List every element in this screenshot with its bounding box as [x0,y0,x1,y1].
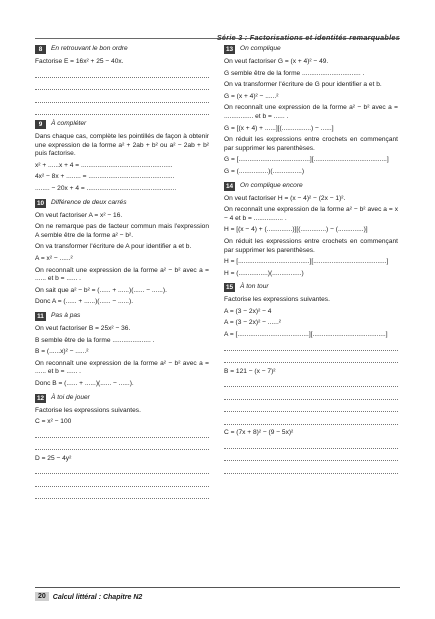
fill-in-line: ........ − 20x + 4 = ................................................. [35,185,177,193]
instruction: Dans chaque cas, complète les pointillés de façon à obtenir une expression de la forme a² + 2ab + b² ou a² − 2ab + b² puis factorise. [35,133,209,158]
answer-line [35,95,209,103]
exercise-title: On complique encore [240,181,303,189]
statement: On réduit les expressions entre crochets en commençant par supprimer les parenthèses. [224,136,398,152]
fill-in-line: G = (x + 4)² − ......² [224,92,279,100]
answer-line [35,479,209,487]
expression: A = (3 − 2x)² − 4 [224,307,272,315]
expression: C = (7x + 8)² − (9 − 5x)² [224,429,294,437]
exercise-11 [35,312,209,389]
fill-in-line: On sait que a² − b² = (...... + ......)(...... − ......). [35,286,167,294]
statement: On reconnaît une expression de la forme a² − b² avec a = ................ et b = ...... . [224,104,398,120]
answer-line [224,404,398,412]
exercise-14 [224,182,398,279]
statement: On veut factoriser G = (x + 4)² − 49. [224,58,329,65]
expression: D = 25 − 4y² [35,454,72,462]
exercise-title: À compléter [51,120,87,128]
statement: On veut factoriser B = 25x² − 36. [35,325,131,332]
exercise-title: À ton tour [240,283,269,291]
exercise-number: 11 [35,312,46,321]
page-number: 20 [35,592,49,601]
exercise-number: 14 [225,182,234,190]
instruction: Factorise les expressions suivantes. [224,296,330,304]
fill-in-line: A = (3 − 2x)² − ......² [224,319,281,327]
answer-line [35,466,209,474]
fill-in-line: Donc A = (...... + ......)(...... − ......). [35,298,134,306]
answer-line [224,343,398,351]
statement: Factorise E = 16x² + 25 − 40x. [35,58,124,65]
statement: On reconnaît une expression de la forme a² − b² avec a = ...... et b = ...... . [35,359,209,376]
exercise-title: À toi de jouer [51,393,90,401]
answer-line [35,70,209,78]
statement: On ne remarque pas de facteur commun mais l'expression A semble être de la forme a² − b². [35,223,209,239]
exercise-number: 10 [36,199,45,207]
fill-in-line: H = [.......................................][........................................] [224,258,389,266]
statement: On reconnaît une expression de la forme a² − b² avec a = ...... et b = ...... . [35,266,209,283]
answer-line [224,379,398,387]
answer-line [35,491,209,499]
exercise-title: Pas à pas [51,312,81,320]
exercise-12 [35,394,209,500]
statement: On veut factoriser A = x² − 16. [35,211,123,219]
exercise-8 [35,45,209,115]
exercise-13 [224,45,398,177]
fill-in-line: H = [(x − 4) + (..............)][(..............) − (..............)] [224,226,368,234]
header-title: Série 3 : Factorisations et identités remarquables [216,33,400,42]
exercise-number: 8 [35,45,46,54]
statement: On va transformer l'écriture de A pour identifier a et b. [35,243,192,251]
exercise-number: 12 [36,394,45,402]
statement: On reconnaît une expression de la forme a² − b² avec a = x − 4 et b = ................ . [224,206,398,222]
answer-line [35,82,209,90]
answer-line [224,392,398,400]
answer-line [224,417,398,425]
footer-title: Calcul littéral : Chapitre N2 [52,594,143,601]
answer-line [224,355,398,363]
left-column [35,45,209,504]
statement: On réduit les expressions entre crochets en commençant par supprimer les parenthèses. [224,237,398,254]
answer-line [35,430,209,438]
exercise-title: On complique [240,45,281,53]
fill-in-line: B semble être de la forme ..................... . [35,336,155,344]
exercise-number: 9 [35,120,46,129]
instruction: Factorise les expressions suivantes. [35,406,141,414]
expression: C = x² − 100 [35,418,72,426]
answer-line [224,453,398,461]
fill-in-line: 4x² − 8x + ........ = ............................................... [35,173,175,181]
exercise-10 [35,199,209,307]
fill-in-line: A = [.......................................][........................................] [224,331,388,339]
fill-in-line: B = (......x)² − ......² [35,348,89,356]
answer-line [35,442,209,450]
fill-in-line: G semble être de la forme ................................ . [224,69,365,77]
fill-in-line: G = [.......................................][........................................] [224,156,389,164]
answer-line [35,107,209,115]
fill-in-line: G = (................)(................) [224,167,305,175]
answer-line [224,441,398,449]
exercise-15 [224,283,398,474]
fill-in-line: H = (................)(................) [224,269,304,277]
exercise-title: En retrouvant le bon ordre [51,45,128,53]
fill-in-line: Donc B = (...... + ......)(...... − ......). [35,379,134,387]
exercise-title: Différence de deux carrés [51,198,127,206]
statement: On va transformer l'écriture de G pour identifier a et b. [224,81,382,89]
page-header [35,27,400,42]
exercise-number: 15 [225,284,234,292]
expression: B = 121 − (x − 7)² [224,367,276,375]
fill-in-line: x² + ......x + 4 = .................................................. [35,161,173,169]
fill-in-line: G = [(x + 4) + ......][(................) − ......] [224,124,334,132]
exercise-9 [35,120,209,194]
answer-line [224,466,398,474]
statement: On veut factoriser H = (x − 4)² − (2x − 1)². [224,194,346,202]
right-column [224,45,398,479]
page-footer [35,587,400,601]
fill-in-line: A = x² − ......² [35,255,73,263]
exercise-number: 13 [225,46,234,53]
